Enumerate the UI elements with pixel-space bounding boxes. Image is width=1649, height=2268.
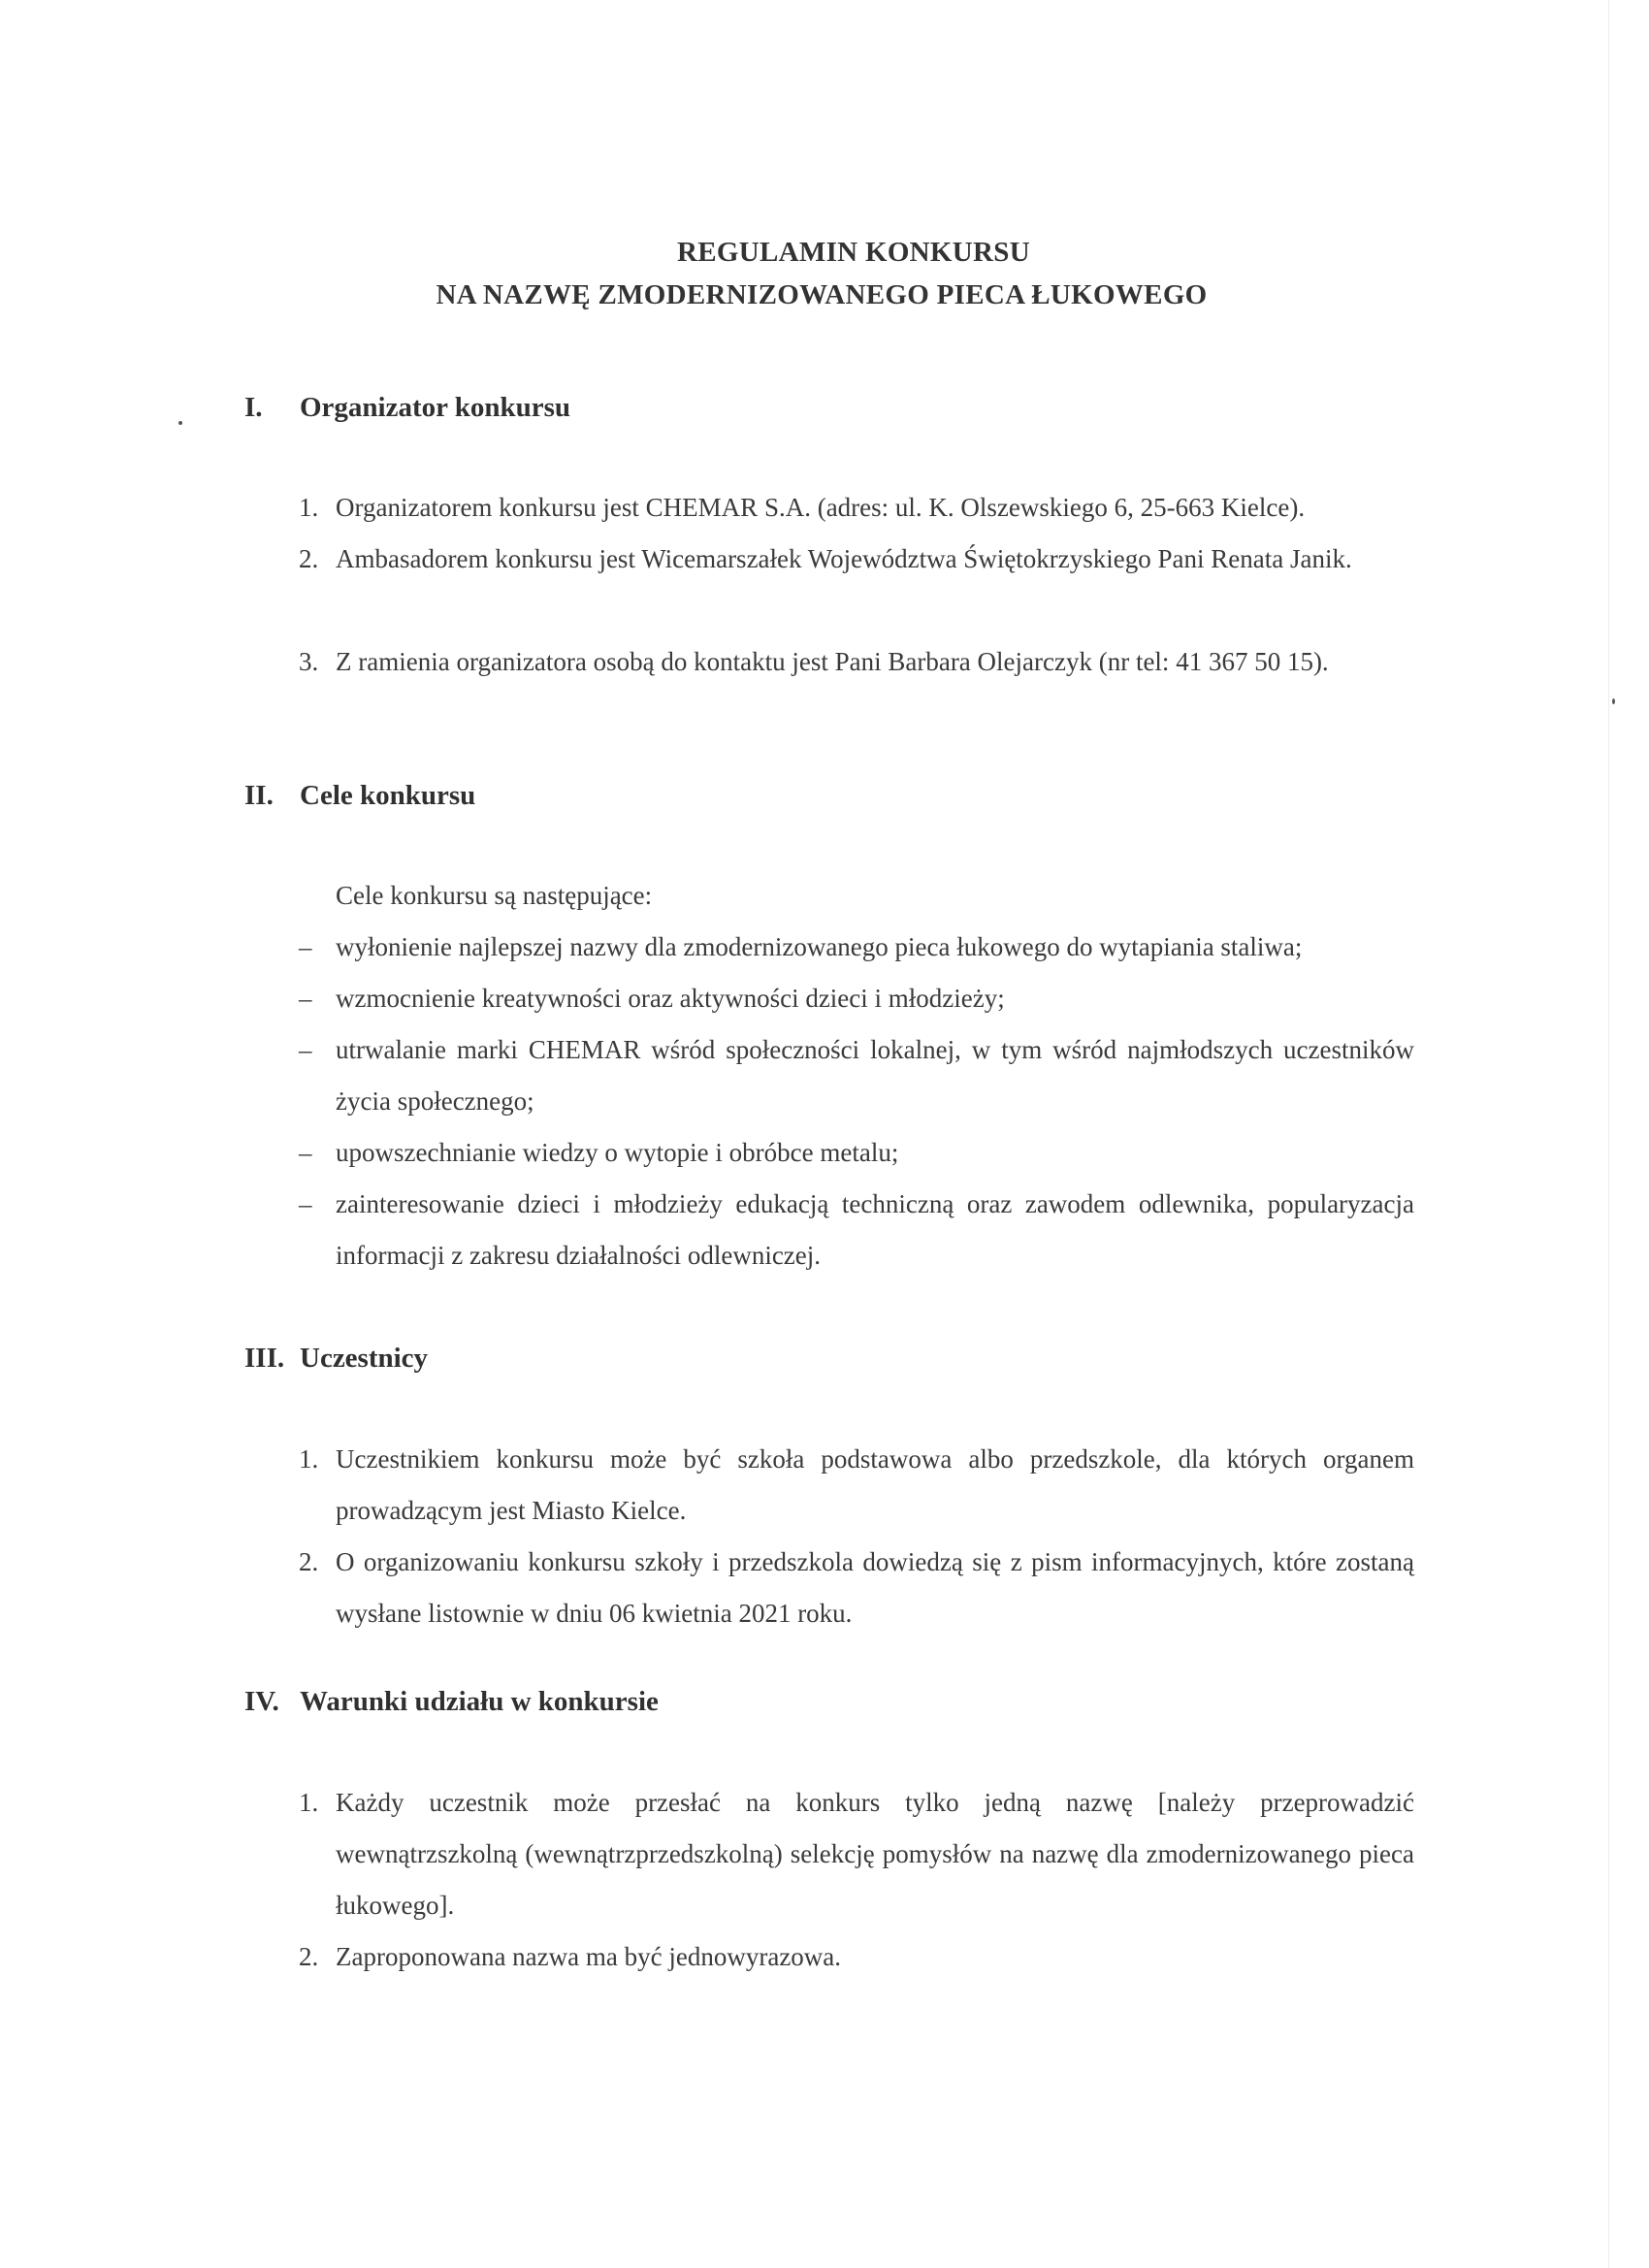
item-marker: 1.	[299, 1444, 319, 1474]
section-number: III.	[244, 1343, 285, 1374]
item-text: O organizowaniu konkursu szkoły i przedszkola dowiedzą się z pism informacyjnych, które zostaną wysłane listownie w dniu 06 kwietnia 2021 roku.	[336, 1547, 1414, 1628]
section-number: I.	[244, 392, 263, 423]
item-marker: –	[299, 1138, 312, 1167]
section-heading-organizer	[244, 388, 570, 427]
list-item	[299, 973, 1414, 1024]
section-heading-participants	[244, 1339, 428, 1377]
list-item	[299, 534, 1414, 585]
item-marker: 2.	[299, 1547, 319, 1576]
item-text: Zaproponowana nazwa ma być jednowyrazowa.	[336, 1942, 842, 1971]
item-text: upowszechnianie wiedzy o wytopie i obróbce metalu;	[336, 1138, 899, 1167]
section-heading-goals	[244, 776, 475, 815]
item-marker: 1.	[299, 493, 319, 522]
section-heading-conditions	[244, 1682, 659, 1721]
item-marker: –	[299, 932, 312, 961]
scan-speck	[1612, 698, 1615, 704]
item-marker: 3.	[299, 647, 319, 676]
list-item	[299, 1024, 1414, 1127]
item-text: zainteresowanie dzieci i młodzieży edukacją techniczną oraz zawodem odlewnika, popularyzacja informacji z zakresu działalności odlewniczej.	[336, 1189, 1414, 1270]
item-text: wzmocnienie kreatywności oraz aktywności dzieci i młodzieży;	[336, 984, 1005, 1013]
section-title: Cele konkursu	[300, 780, 476, 811]
list-item	[299, 1434, 1414, 1537]
section-number: II.	[244, 780, 274, 811]
item-text: wyłonienie najlepszej nazwy dla zmodernizowanego pieca łukowego do wytapiania staliwa;	[336, 932, 1303, 961]
scan-speck	[178, 421, 182, 425]
list-item	[299, 1127, 1414, 1179]
item-marker: 2.	[299, 544, 319, 573]
list-item	[299, 1777, 1414, 1931]
item-text: Ambasadorem konkursu jest Wicemarszałek Województwa Świętokrzyskiego Pani Renata Janik.	[336, 544, 1352, 573]
item-marker: 2.	[299, 1942, 319, 1971]
document-title	[0, 231, 1649, 316]
section-number: IV.	[244, 1686, 279, 1717]
item-marker: 1.	[299, 1788, 319, 1817]
list-item	[299, 636, 1414, 688]
item-marker: –	[299, 1035, 312, 1064]
item-marker: –	[299, 1189, 312, 1218]
item-text: Każdy uczestnik może przesłać na konkurs tylko jedną nazwę [należy przeprowadzić wewnątrzszkolną (wewnątrzprzedszkolną) selekcję pomysłów na nazwę dla zmodernizowanego pieca łukowego].	[336, 1788, 1414, 1920]
section-intro: Cele konkursu są następujące:	[336, 881, 653, 910]
title-line-1: REGULAMIN KONKURSU	[677, 237, 1030, 268]
list-item	[299, 482, 1414, 534]
scan-edge	[1608, 0, 1609, 2268]
list-item	[299, 1537, 1414, 1639]
item-text: utrwalanie marki CHEMAR wśród społeczności lokalnej, w tym wśród najmłodszych uczestników życia społecznego;	[336, 1035, 1414, 1116]
section-title: Organizator konkursu	[300, 392, 571, 423]
item-text: Uczestnikiem konkursu może być szkoła podstawowa albo przedszkole, dla których organem prowadzącym jest Miasto Kielce.	[336, 1444, 1414, 1525]
title-line-2: NA NAZWĘ ZMODERNIZOWANEGO PIECA ŁUKOWEGO	[436, 279, 1208, 310]
list-item	[299, 922, 1414, 973]
list-item	[299, 1931, 1414, 1983]
item-marker: –	[299, 984, 312, 1013]
section-title: Warunki udziału w konkursie	[300, 1686, 659, 1717]
list-item	[299, 1179, 1414, 1281]
section-title: Uczestnicy	[300, 1343, 429, 1374]
item-text: Z ramienia organizatora osobą do kontaktu jest Pani Barbara Olejarczyk (nr tel: 41 367 50 15).	[336, 647, 1329, 676]
item-text: Organizatorem konkursu jest CHEMAR S.A. (adres: ul. K. Olszewskiego 6, 25-663 Kielce).	[336, 493, 1306, 522]
